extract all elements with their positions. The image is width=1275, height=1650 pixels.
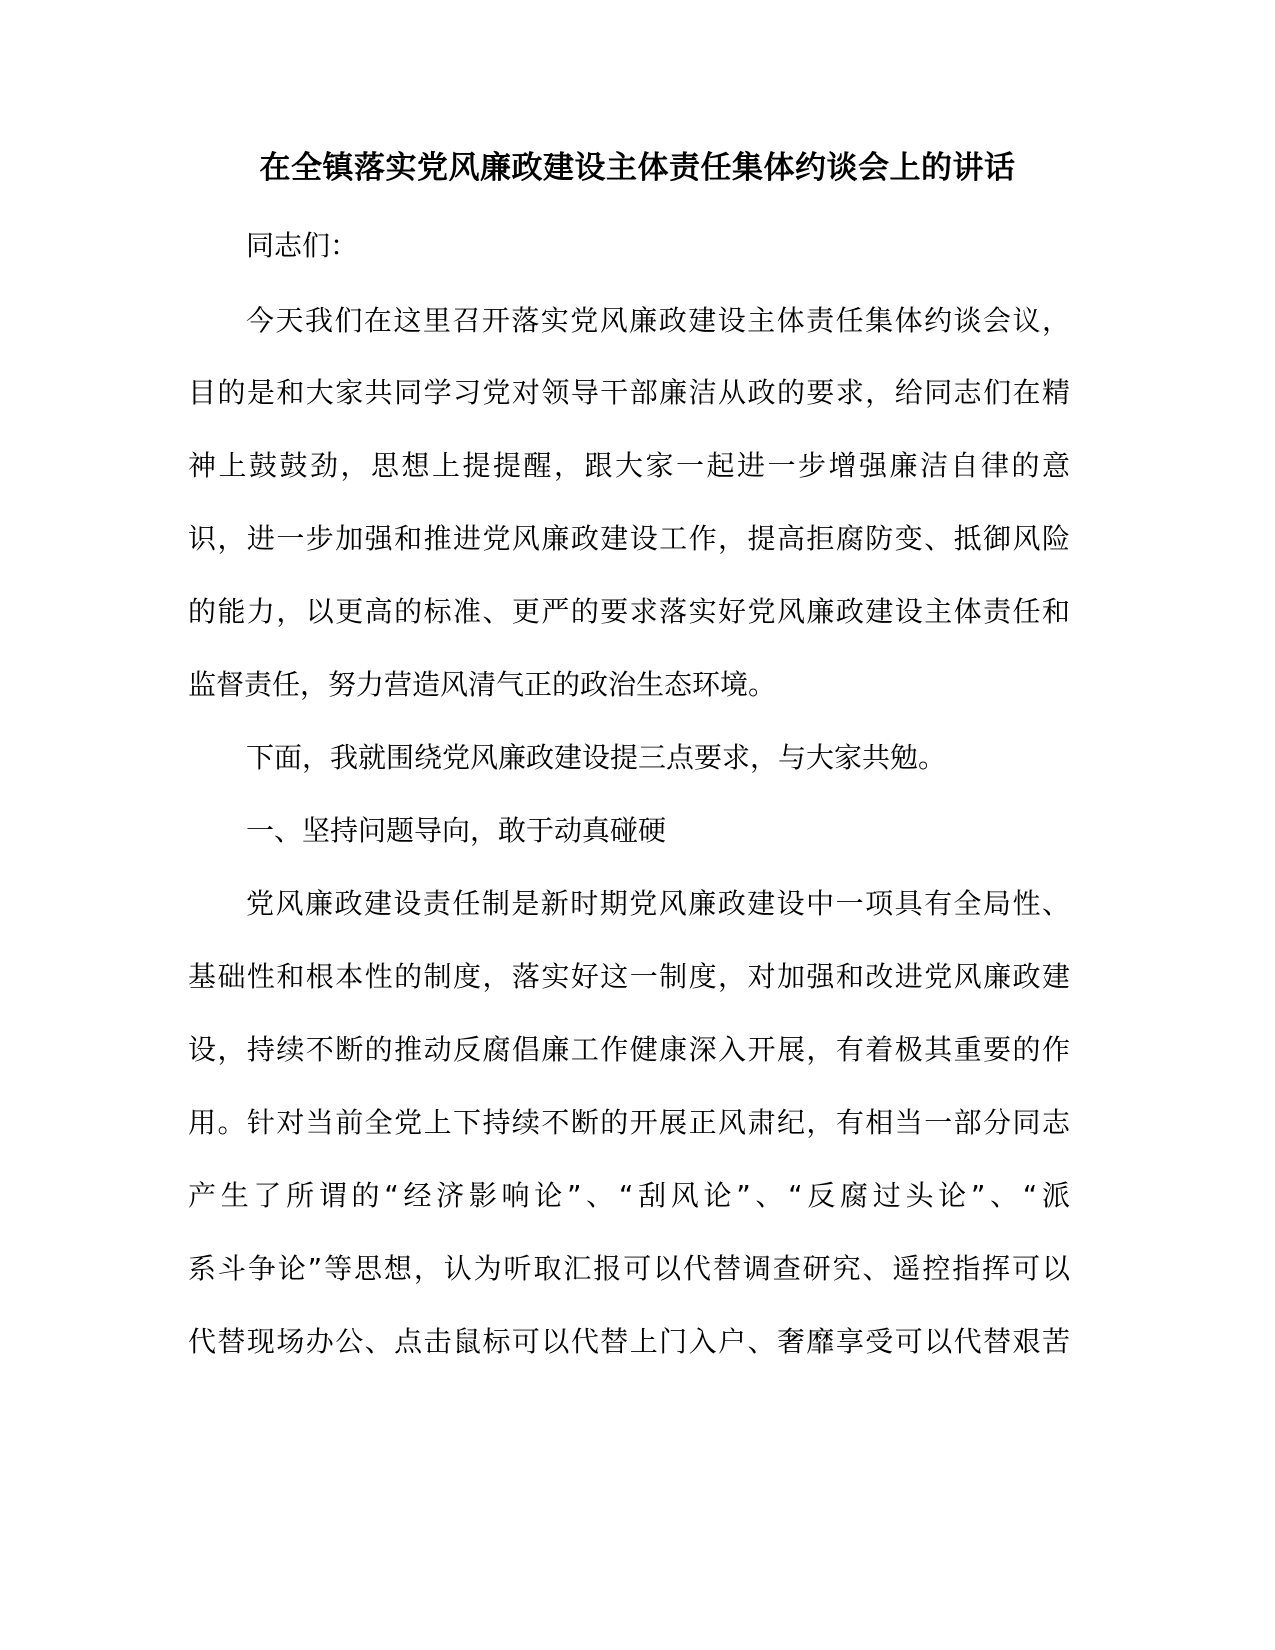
paragraph-line: 党风廉政建设责任制是新时期党风廉政建设中一项具有全局性、 (246, 887, 1070, 920)
paragraph-line: 识，进一步加强和推进党风廉政建设工作，提高拒腐防变、抵御风险 (188, 522, 1070, 555)
salutation: 同志们： (246, 229, 359, 262)
paragraph-line: 目的是和大家共同学习党对领导干部廉洁从政的要求，给同志们在精 (188, 376, 1070, 409)
paragraph-line: 神上鼓鼓劲，思想上提提醒，跟大家一起进一步增强廉洁自律的意 (188, 449, 1070, 482)
paragraph-line: 用。针对当前全党上下持续不断的开展正风肃纪，有相当一部分同志 (188, 1106, 1070, 1139)
paragraph-line: 系斗争论”等思想，认为听取汇报可以代替调查研究、遥控指挥可以 (188, 1252, 1070, 1285)
paragraph-line: 的能力，以更高的标准、更严的要求落实好党风廉政建设主体责任和 (188, 595, 1070, 628)
paragraph-line: 监督责任，努力营造风清气正的政治生态环境。 (188, 668, 777, 701)
paragraph-line: 设，持续不断的推动反腐倡廉工作健康深入开展，有着极其重要的作 (188, 1033, 1070, 1066)
section-heading: 一、坚持问题导向，敢于动真碰硬 (246, 814, 667, 847)
paragraph-line: 下面，我就围绕党风廉政建设提三点要求，与大家共勉。 (246, 741, 947, 774)
paragraph-line: 基础性和根本性的制度，落实好这一制度，对加强和改进党风廉政建 (188, 960, 1070, 993)
paragraph-line: 今天我们在这里召开落实党风廉政建设主体责任集体约谈会议， (246, 304, 1070, 337)
paragraph-line: 产生了所谓的“经济影响论”、“刮风论”、“反腐过头论”、“派 (188, 1179, 1070, 1212)
paragraph-line: 代替现场办公、点击鼠标可以代替上门入户、奢靡享受可以代替艰苦 (188, 1325, 1070, 1358)
document-title: 在全镇落实党风廉政建设主体责任集体约谈会上的讲话 (259, 150, 1016, 186)
